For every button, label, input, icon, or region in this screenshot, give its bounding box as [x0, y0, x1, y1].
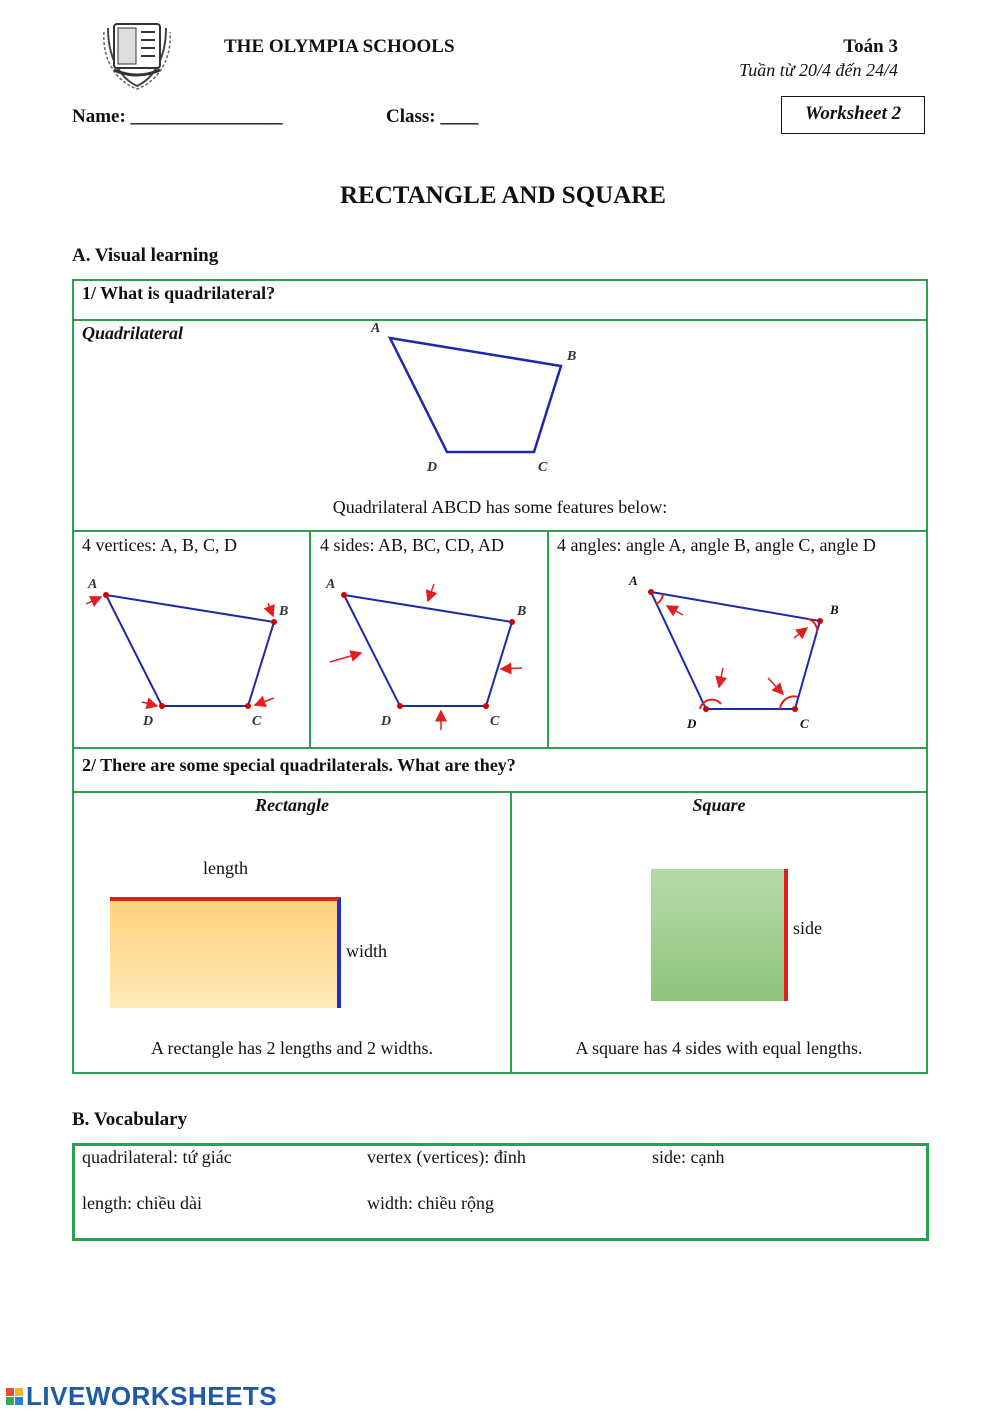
vocab-side: side: cạnh — [652, 1147, 725, 1167]
section-a-heading: A. Visual learning — [72, 245, 219, 266]
vertex-label-d: D — [143, 714, 154, 729]
vertex-label-a: A — [629, 573, 638, 588]
divider — [547, 530, 549, 749]
liveworksheets-logo[interactable] — [6, 1382, 277, 1410]
square-caption: A square has 4 sides with equal lengths. — [575, 1038, 863, 1058]
q1-title: 1/ What is quadrilateral? — [82, 283, 276, 303]
week-label: Tuần từ 20/4 đến 24/4 — [739, 60, 898, 80]
vocab-width: width: chiều rộng — [367, 1193, 494, 1213]
class-field[interactable]: Class: ____ — [386, 106, 479, 127]
vertex-label-b: B — [830, 602, 839, 617]
divider — [72, 747, 928, 749]
feature-sides-title: 4 sides: AB, BC, CD, AD — [320, 535, 505, 555]
vertex-label-a: A — [326, 577, 336, 592]
angles-figure — [620, 570, 850, 740]
divider — [72, 530, 928, 532]
vertex-label-a: A — [371, 321, 381, 336]
vertex-label-a: A — [88, 577, 98, 592]
vocab-quadrilateral: quadrilateral: tứ giác — [82, 1147, 232, 1167]
rectangle-width-label: width — [346, 941, 388, 961]
vertex-label-c: C — [490, 714, 500, 729]
page-title: RECTANGLE AND SQUARE — [340, 182, 666, 209]
brand-name: LIVEWORKSHEETS — [26, 1380, 278, 1411]
subject-label: Toán 3 — [843, 36, 898, 57]
sides-figure — [314, 570, 544, 740]
rectangle-title: Rectangle — [255, 795, 329, 815]
vocab-vertex: vertex (vertices): đỉnh — [367, 1147, 526, 1167]
worksheet-label: Worksheet 2 — [804, 103, 902, 124]
section-b-heading: B. Vocabulary — [72, 1109, 188, 1130]
divider — [510, 791, 512, 1074]
vertex-label-d: D — [687, 716, 697, 731]
square-title: Square — [692, 795, 746, 815]
quadrilateral-caption: Quadrilateral ABCD has some features below: — [332, 497, 668, 517]
square-side-label: side — [793, 918, 822, 938]
square-shape — [651, 869, 788, 1001]
vertex-label-b: B — [517, 604, 527, 619]
divider — [309, 530, 311, 749]
quadrilateral-main-figure — [360, 318, 600, 480]
vertex-label-c: C — [800, 716, 809, 731]
school-name: THE OLYMPIA SCHOOLS — [224, 36, 455, 57]
quadrilateral-shape — [390, 338, 561, 452]
vertex-label-b: B — [567, 349, 577, 364]
vertices-figure — [76, 570, 306, 740]
vocab-length: length: chiều dài — [82, 1193, 202, 1213]
vertex-label-d: D — [427, 460, 438, 475]
quadrilateral-term: Quadrilateral — [82, 323, 184, 343]
divider — [72, 791, 928, 793]
vertex-label-c: C — [538, 460, 548, 475]
feature-vertices-title: 4 vertices: A, B, C, D — [82, 535, 237, 555]
q2-title: 2/ There are some special quadrilaterals. What are they? — [82, 755, 516, 775]
name-field[interactable]: Name: ________________ — [72, 106, 283, 127]
feature-angles-title: 4 angles: angle A, angle B, angle C, angle D — [557, 535, 876, 555]
rectangle-shape — [110, 897, 341, 1008]
rectangle-length-label: length — [203, 858, 248, 878]
rectangle-caption: A rectangle has 2 lengths and 2 widths. — [151, 1038, 433, 1058]
worksheet-badge — [781, 96, 925, 134]
vertex-label-c: C — [252, 714, 262, 729]
vertex-label-d: D — [381, 714, 392, 729]
logo-mark-icon — [6, 1388, 23, 1405]
vertex-label-b: B — [279, 604, 289, 619]
school-logo — [100, 18, 174, 90]
